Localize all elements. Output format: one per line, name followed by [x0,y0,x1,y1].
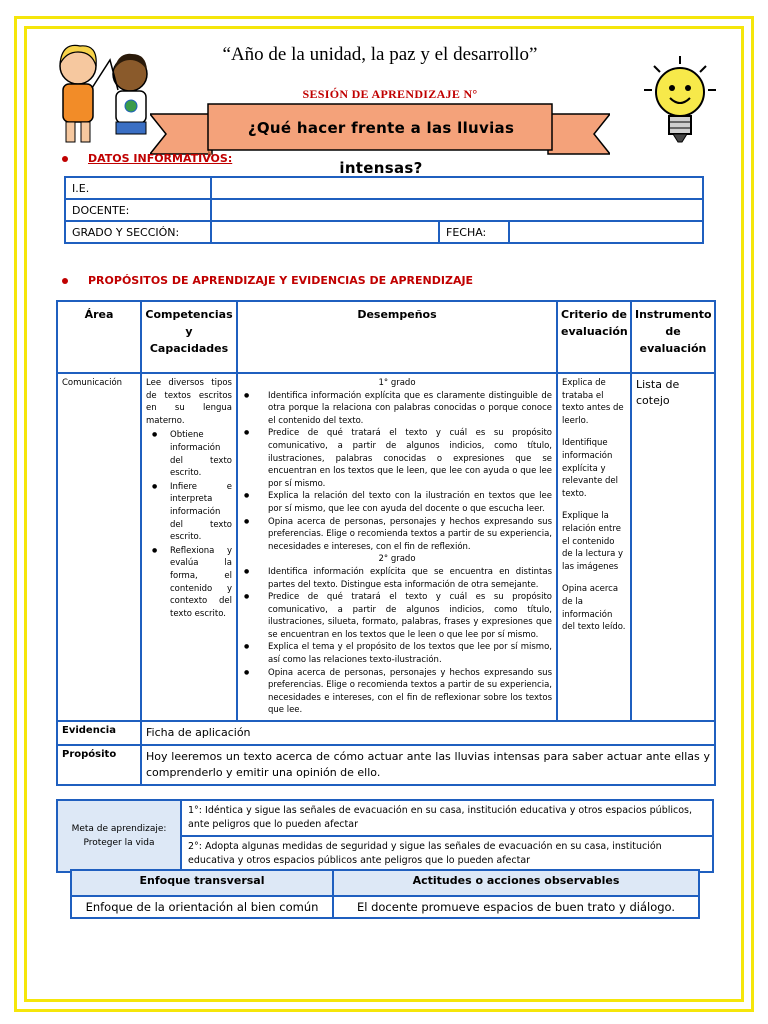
docente-field[interactable] [211,199,703,221]
propositos-heading [62,274,473,287]
grado-field[interactable] [211,221,439,243]
enfoque-table [70,869,700,919]
col-competencias-header: Competencias y Capacidades [141,301,237,373]
list-item: ● Predice de qué tratará el texto y cuál es su propósito comunicativo, a partir de algunos indicios, como título, ilustraciones, palabras conocidas o expresiones que se encuentran en los textos que le leen, que lee con ayuda o que lee por sí mismo. [242,427,552,490]
datos-table [64,176,704,244]
datos-heading-text: DATOS INFORMATIVOS: [88,152,233,165]
capacidades-list [146,429,232,620]
enfoque-header: Enfoque transversal [71,870,333,896]
list-item: ● Opina acerca de personas, personajes y hechos expresando sus preferencias. Elige o recomienda textos a partir de su experiencia, necesidades e intereses, con el fin de reflexión. [242,516,552,554]
list-item: ● Identifica información explícita que se encuentra en distintas partes del texto. Distingue esta información de otra semejante. [242,566,552,591]
list-item: ● Explica la relación del texto con la ilustración en textos que lee por sí mismo, que lee con ayuda del docente o que escucha leer. [242,490,552,515]
evidencia-value: Ficha de aplicación [141,721,715,745]
year-motto: “Año de la unidad, la paz y el desarrollo” [222,44,538,65]
ie-field[interactable] [211,177,703,199]
grade-2-label: 2° grado [378,554,416,565]
session-title: ¿Qué hacer frente a las lluvias intensas? [247,119,515,177]
enfoque-value: Enfoque de la orientación al bien común [71,896,333,918]
propositos-heading-text: PROPÓSITOS DE APRENDIZAJE Y EVIDENCIAS DE APRENDIZAJE [88,274,474,287]
meta-table [56,799,714,873]
lightbulb-icon [640,54,720,146]
actitudes-value: El docente promueve espacios de buen trato y diálogo. [333,896,699,918]
fecha-label: FECHA: [439,221,509,243]
bullet-icon [62,278,68,284]
ie-label: I.E. [65,177,211,199]
criterio-item: Opina acerca de la información del texto leído. [562,584,626,633]
datos-heading [62,152,232,165]
col-instrumento-header: Instrumento de evaluación [631,301,715,373]
list-item: ● Infiere e interpreta información del texto escrito. [146,481,232,544]
col-desempenos-header: Desempeños [237,301,557,373]
fecha-field[interactable] [509,221,703,243]
desempenos-grade1-list [242,390,552,554]
list-item: ● Reflexiona y evalúa la forma, el contenido y contexto del texto escrito. [146,545,232,621]
meta-item-1: 1°: Idéntica y sigue las señales de evacuación en su casa, institución educativa y otros espacios públicos, ante peligros que lo pueden afectar [181,800,713,836]
criterio-item: Explique la relación entre el contenido de la lectura y las imágenes [562,511,624,572]
area-cell: Comunicación [57,373,141,721]
instrumento-cell: Lista de cotejo [631,373,715,721]
criterio-item: Identifique información explícita y relevante del texto. [562,438,619,499]
session-number-label: SESIÓN DE APRENDIZAJE N° [302,87,478,101]
propositos-table [56,300,716,786]
meta-item-2: 2°: Adopta algunas medidas de seguridad y sigue las señales de evacuación en su casa, institución educativa y otros espacios públicos ante peligros que lo pueden afectar [181,836,713,872]
list-item: ● Identifica información explícita que es claramente distinguible de otra porque la relaciona con palabras conocidas o porque conoce el contenido del texto. [242,390,552,428]
list-item: ● Obtiene información del texto escrito. [146,429,232,479]
list-item: ● Predice de qué tratará el texto y cuál es su propósito comunicativo, a partir de algunos indicios, como título, ilustraciones, silueta, formato, palabras, frases y expresiones que se encuentran en los textos que le leen o que lee por sí mismo. [242,591,552,641]
grade-1-label: 1° grado [378,378,416,388]
criterio-item: Explica de trataba el texto antes de leerlo. [562,378,624,426]
competencias-cell [141,373,237,721]
meta-label: Meta de aprendizaje: Proteger la vida [57,800,181,872]
bullet-icon [62,156,68,162]
criterios-cell [557,373,631,721]
desempenos-grade2-list [242,566,552,717]
evidencia-label: Evidencia [57,721,141,745]
col-area-header: Área [57,301,141,373]
docente-label: DOCENTE: [65,199,211,221]
competencia-text: Lee diversos tipos de textos escritos en su lengua materno. [146,378,232,426]
list-item: ● Explica el tema y el propósito de los textos que lee por sí mismo, así como las relaciones texto-ilustración. [242,641,552,666]
proposito-value: Hoy leeremos un texto acerca de cómo actuar ante las lluvias intensas para saber actuar ante ellas y comprenderlo y emitir una opinión de ello. [141,745,715,785]
desempenos-cell [237,373,557,721]
actitudes-header: Actitudes o acciones observables [333,870,699,896]
proposito-label: Propósito [57,745,141,785]
grado-label: GRADO Y SECCIÓN: [65,221,211,243]
list-item: ● Opina acerca de personas, personajes y hechos expresando sus preferencias. Elige o recomienda textos a partir de su experiencia, necesidades e intereses, con el fin de reflexionar sobre los textos que lee. [242,667,552,717]
col-criterio-header: Criterio de evaluación [557,301,631,373]
